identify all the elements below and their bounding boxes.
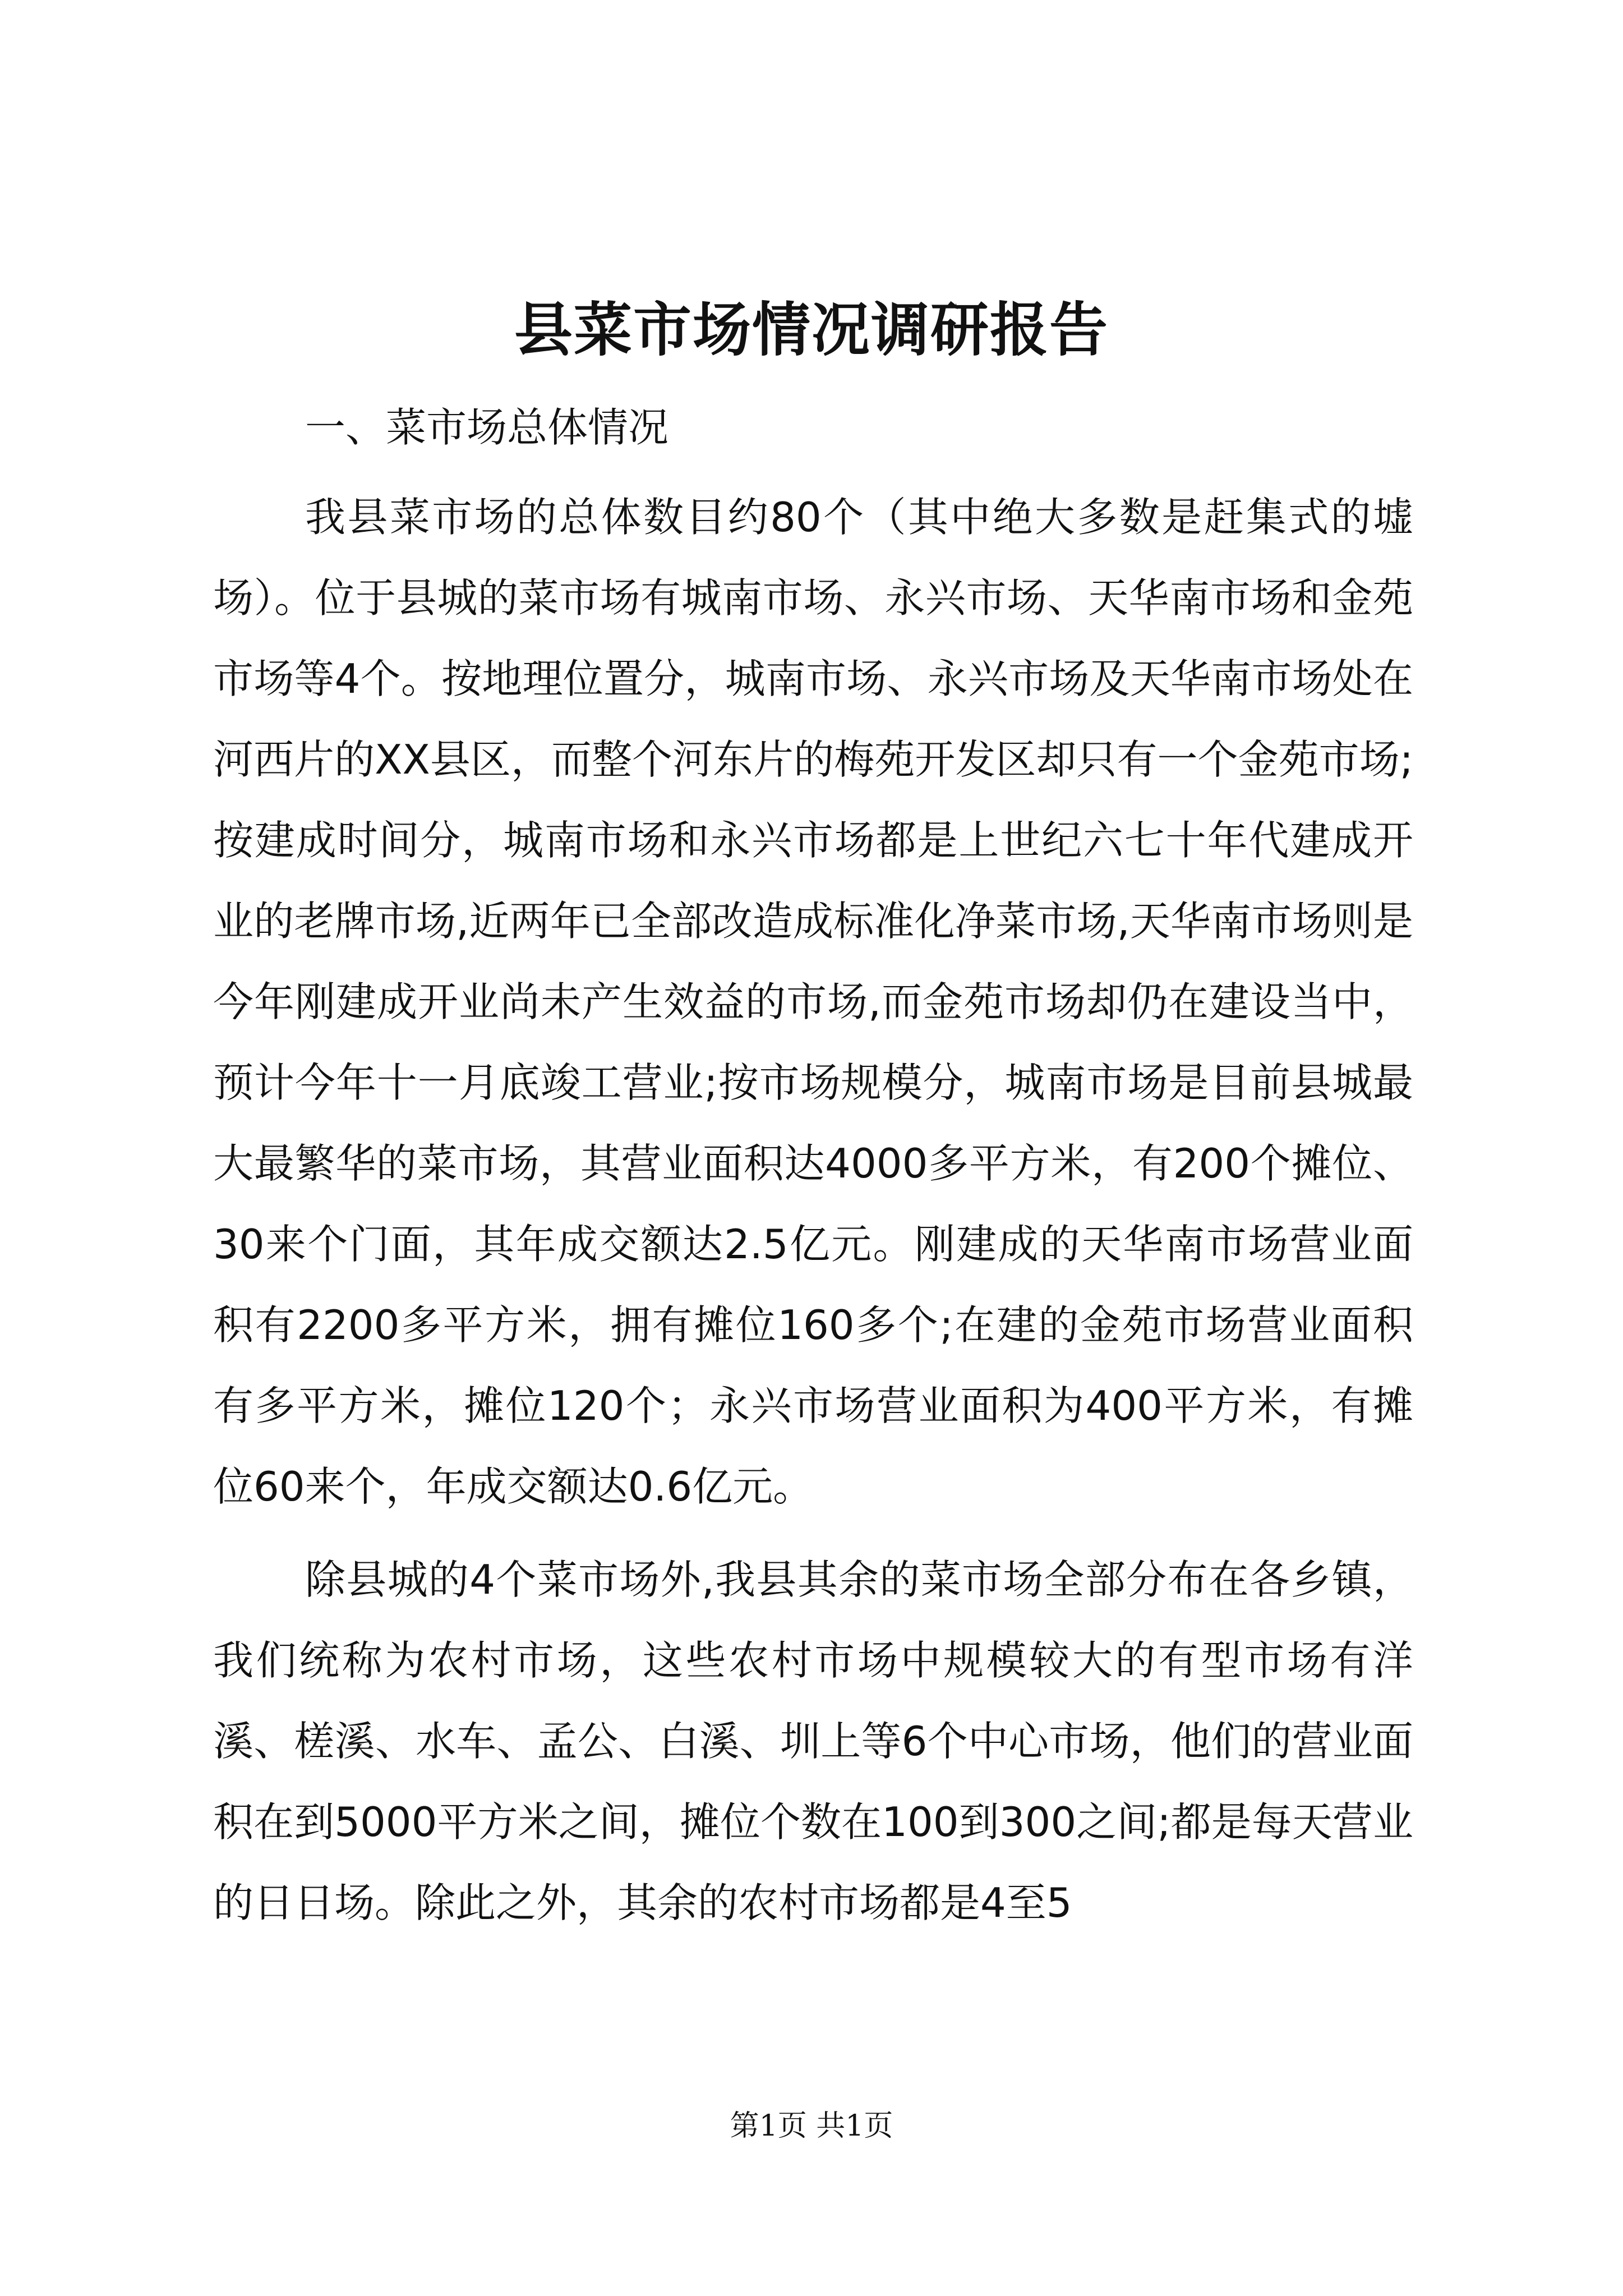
page-number-footer: 第1页 共1页	[730, 2109, 893, 2143]
body-paragraph: 我县菜市场的总体数目约80个（其中绝大多数是赶集式的墟场）。位于县城的菜市场有城南市场、永兴市场、天华南市场和金苑市场等4个。按地理位置分，城南市场、永兴市场及天华南市场处在河西片的XX县区，而整个河东片的梅苑开发区却只有一个金苑市场;按建成时间分，城南市场和永兴市场都是上世纪六七十年代建成开业的老牌市场,近两年已全部改造成标准化净菜市场,天华南市场则是今年刚建成开业尚未产生效益的市场,而金苑市场却仍在建设当中，预计今年十一月底竣工营业;按市场规模分，城南市场是目前县城最大最繁华的菜市场，其营业面积达4000多平方米，有200个摊位、30来个门面，其年成交额达2.5亿元。刚建成的天华南市场营业面积有2200多平方米，拥有摊位160多个;在建的金苑市场营业面积有多平方米，摊位120个；永兴市场营业面积为400平方米，有摊位60来个，年成交额达0.6亿元。	[213, 494, 1413, 1510]
section-heading: 一、菜市场总体情况	[305, 404, 669, 451]
document-body	[213, 387, 1413, 1943]
document-title: 县菜市场情况调研报告	[514, 295, 1109, 364]
body-paragraph: 除县城的4个菜市场外,我县其余的菜市场全部分布在各乡镇，我们统称为农村市场，这些农村市场中规模较大的有型市场有洋溪、槎溪、水车、孟公、白溪、圳上等6个中心市场，他们的营业面积在到5000平方米之间，摊位个数在100到300之间;都是每天营业的日日场。除此之外，其余的农村市场都是4至5	[213, 1556, 1413, 1926]
